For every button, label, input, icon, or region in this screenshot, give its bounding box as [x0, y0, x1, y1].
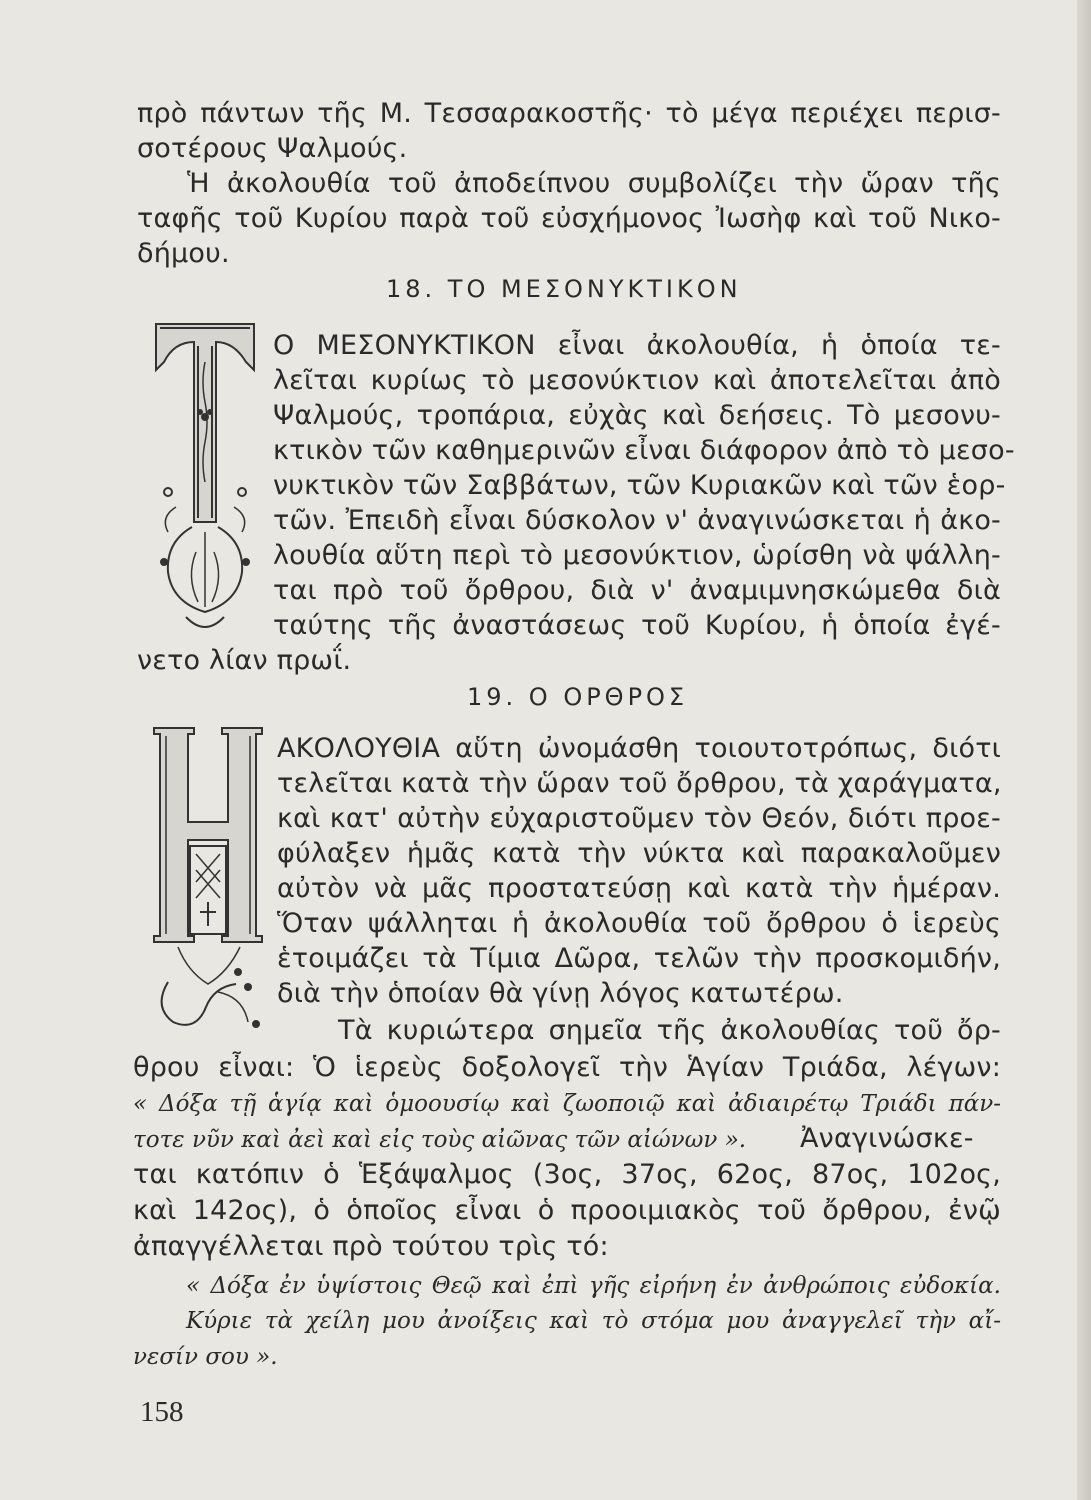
text-line: τελεῖται κατὰ τὴν ὥραν τοῦ ὄρθρου, τὰ χαράγματα,	[277, 768, 1002, 799]
text-line: αὐτὸν νὰ μᾶς προστατεύσῃ καὶ κατὰ τὴν ἡμέραν.	[277, 873, 1001, 904]
quote-line: νεσίν σου ».	[133, 1344, 278, 1370]
quote-line: « Δόξα ἐν ὑψίστοις Θεῷ καὶ ἐπὶ γῆς εἰρήνη ἐν ἀνθρώποις εὐδοκία.	[186, 1273, 1001, 1299]
text-line: ἀπαγγέλλεται πρὸ τούτου τρὶς τό:	[133, 1231, 609, 1262]
ornate-letter-t-icon	[146, 312, 264, 652]
text-line: ται πρὸ τοῦ ὄρθρου, διὰ ν' ἀναμιμνησκώμεθα διὰ	[273, 575, 1001, 606]
decorative-initial-h	[148, 722, 268, 1046]
text-line: ταφῆς τοῦ Κυρίου παρὰ τοῦ εὐσχήμονος Ἰωσὴφ καὶ τοῦ Νικο-	[137, 203, 1001, 234]
text-line: Ο ΜΕΣΟΝΥΚΤΙΚΟΝ εἶναι ἀκολουθία, ἡ ὁποία τε-	[273, 330, 1001, 361]
text-line: Ἀναγινώσκε-	[800, 1123, 974, 1154]
text-line: ται κατόπιν ὁ Ἑξάψαλμος (3ος, 37ος, 62ος, 87ος, 102ος,	[133, 1159, 1001, 1190]
quote-line: « Δόξα τῇ ἁγίᾳ καὶ ὁμοουσίῳ καὶ ζωοποιῷ καὶ ἀδιαιρέτῳ Τριάδι πάν-	[133, 1091, 1001, 1117]
ornate-letter-h-icon	[148, 722, 268, 1042]
text-line: σοτέρους Ψαλμούς.	[137, 133, 408, 164]
decorative-initial-t	[146, 312, 264, 656]
text-line: Ὅταν ψάλληται ἡ ἀκολουθία τοῦ ὄρθρου ὁ ἱερεὺς	[277, 908, 1001, 939]
text-line: ΑΚΟΛΟΥΘΙΑ αὕτη ὠνομάσθη τοιουτοτρόπως, διότι	[277, 733, 1001, 764]
text-line: λουθία αὕτη περὶ τὸ μεσονύκτιον, ὡρίσθη νὰ ψάλλη-	[273, 540, 1001, 571]
text-line: ἑτοιμάζει τὰ Τίμια Δῶρα, τελῶν τὴν προσκομιδήν,	[277, 943, 1001, 974]
text-line: Ψαλμούς, τροπάρια, εὐχὰς καὶ δεήσεις. Τὸ μεσονυ-	[273, 400, 1001, 431]
text-line: καὶ 142ος), ὁ ὁποῖος εἶναι ὁ προοιμιακὸς τοῦ ὄρθρου, ἐνῷ	[133, 1195, 1001, 1226]
text-line: θρου εἶναι: Ὁ ἱερεὺς δοξολογεῖ τὴν Ἁγίαν Τριάδα, λέγων:	[133, 1052, 1001, 1083]
section-heading-19: 19. Ο ΟΡΘΡΟΣ	[467, 683, 689, 711]
text-line: ταύτης τῆς ἀναστάσεως τοῦ Κυρίου, ἡ ὁποία ἐγέ-	[273, 610, 1001, 641]
text-line: δήμου.	[137, 238, 230, 269]
text-line: τῶν. Ἐπειδὴ εἶναι δύσκολον ν' ἀναγινώσκεται ἡ ἀκο-	[273, 505, 1001, 536]
quote-line: Κύριε τὰ χείλη μου ἀνοίξεις καὶ τὸ στόμα μου ἀναγγελεῖ τὴν αἴ-	[186, 1308, 1001, 1334]
text-line: καὶ κατ' αὐτὴν εὐχαριστοῦμεν τὸν Θεόν, διότι προε-	[277, 803, 1001, 834]
text-line: Τὰ κυριώτερα σημεῖα τῆς ἀκολουθίας τοῦ ὄρ-	[338, 1015, 1001, 1046]
text-line: κτικὸν τῶν καθημερινῶν εἶναι διάφορον ἀπὸ τὸ μεσο-	[273, 435, 1015, 466]
text-line: νετο λίαν πρωΐ.	[137, 645, 352, 676]
page-number: 158	[140, 1396, 184, 1428]
text-line: Ἡ ἀκολουθία τοῦ ἀποδείπνου συμβολίζει τὴν ὥραν τῆς	[187, 168, 1001, 199]
text-line: λεῖται κυρίως τὸ μεσονύκτιον καὶ ἀποτελεῖται ἀπὸ	[273, 365, 1001, 396]
page-edge	[1077, 0, 1091, 1500]
text-line: νυκτικὸν τῶν Σαββάτων, τῶν Κυριακῶν καὶ τῶν ἑορ-	[273, 470, 1006, 501]
text-line: πρὸ πάντων τῆς Μ. Τεσσαρακοστῆς· τὸ μέγα περιέχει περισ-	[137, 98, 1001, 129]
section-heading-18: 18. ΤΟ ΜΕΣΟΝΥΚΤΙΚΟΝ	[386, 275, 742, 303]
quote-line: τοτε νῦν καὶ ἀεὶ καὶ εἰς τοὺς αἰῶνας τῶν αἰώνων ».	[133, 1127, 747, 1153]
text-line: διὰ τὴν ὁποίαν θὰ γίνῃ λόγος κατωτέρω.	[277, 978, 844, 1009]
text-line: φύλαξεν ἡμᾶς κατὰ τὴν νύκτα καὶ παρακαλοῦμεν	[277, 838, 1001, 869]
